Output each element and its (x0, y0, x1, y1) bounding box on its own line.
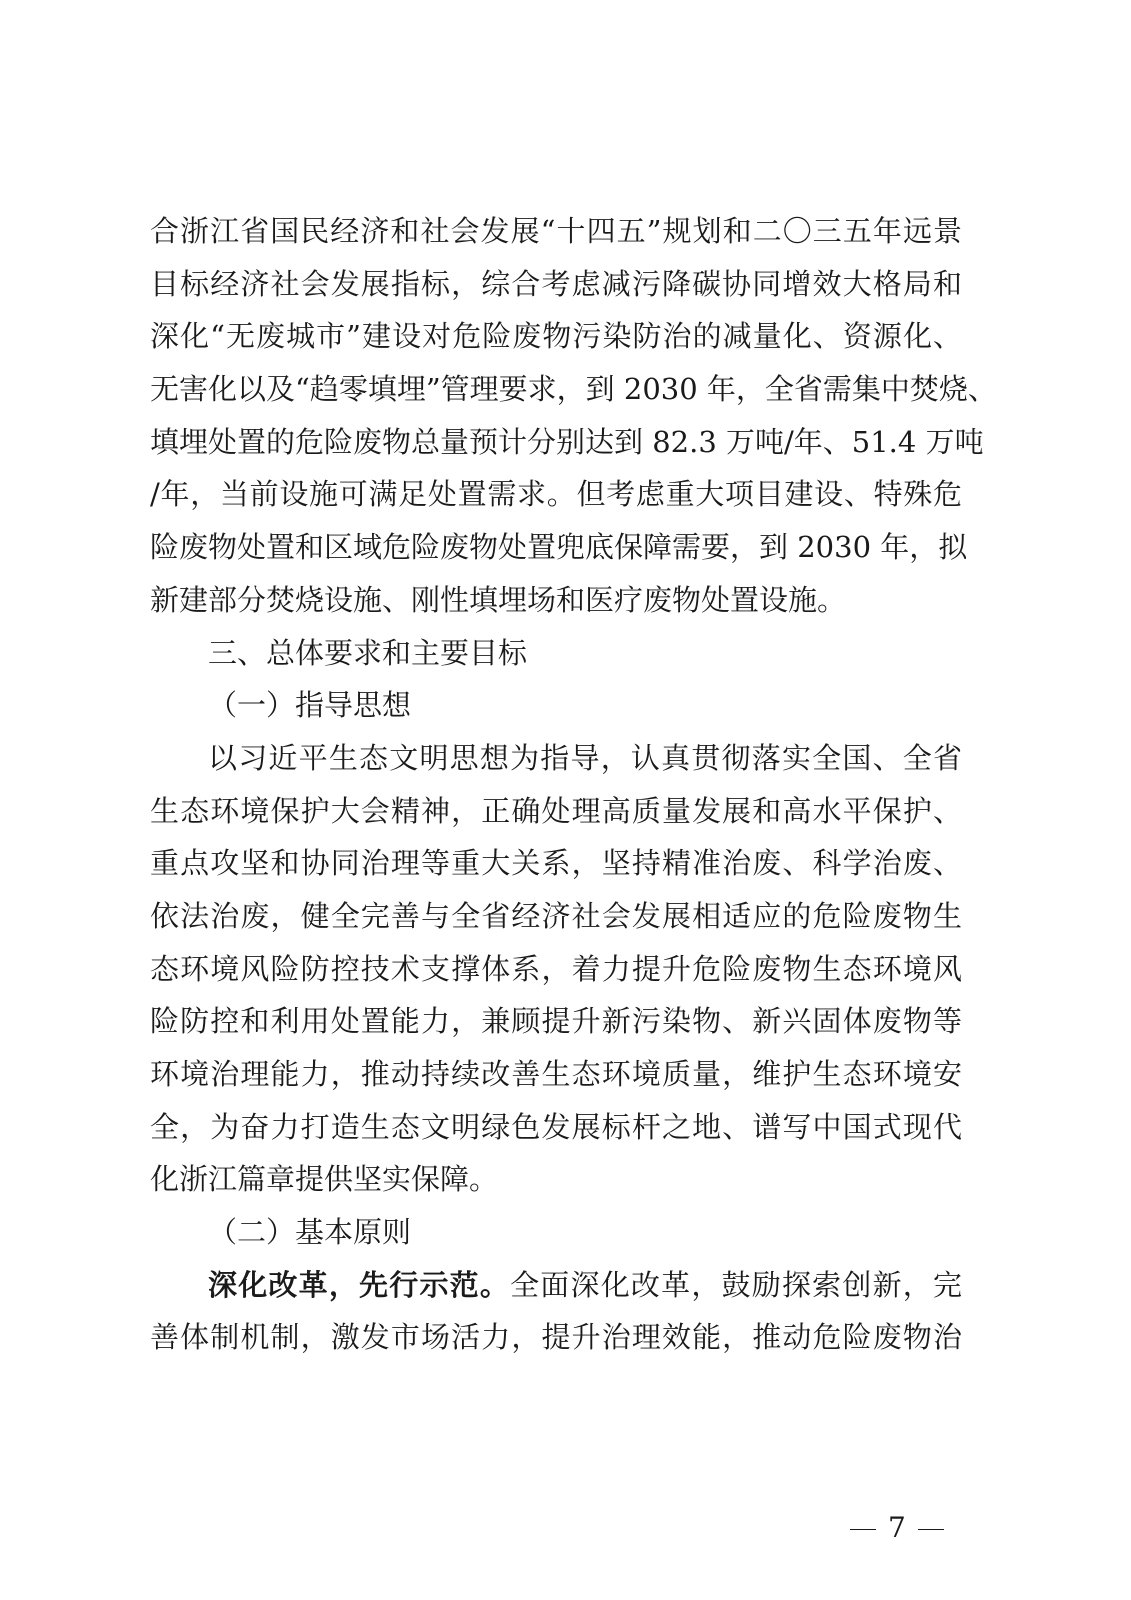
paragraph-line: 新建部分焚烧设施、刚性填埋场和医疗废物处置设施。 (150, 582, 847, 617)
principle-title: 深化改革，先行示范。 (208, 1267, 511, 1302)
paragraph-line: 以习近平生态文明思想为指导，认真贯彻落实全国、全省 (208, 740, 962, 775)
paragraph-line: 无害化以及“趋零填埋”管理要求，到 2030 年，全省需集中焚烧、 (150, 372, 997, 407)
subsection-heading: （一）指导思想 (208, 688, 412, 723)
paragraph-line: 态环境风险防控技术支撑体系，着力提升危险废物生态环境风 (150, 951, 962, 986)
paragraph-line: 险废物处置和区域危险废物处置兜底保障需要，到 2030 年，拟 (150, 530, 968, 565)
paragraph-line: 重点攻坚和协同治理等重大关系，坚持精准治废、科学治废、 (150, 846, 962, 881)
paragraph-text: 全面深化改革，鼓励探索创新，完 (510, 1267, 962, 1302)
paragraph-line: 化浙江篇章提供坚实保障。 (150, 1162, 499, 1197)
paragraph-line: 险防控和利用处置能力，兼顾提升新污染物、新兴固体废物等 (150, 1004, 962, 1039)
paragraph-line: 环境治理能力，推动持续改善生态环境质量，维护生态环境安 (150, 1057, 962, 1091)
paragraph-line: 填埋处置的危险废物总量预计分别达到 82.3 万吨/年、51.4 万吨 (150, 424, 984, 459)
paragraph-line: 依法治废，健全完善与全省经济社会发展相适应的危险废物生 (150, 898, 962, 933)
paragraph-line: 全，为奋力打造生态文明绿色发展标杆之地、谱写中国式现代 (150, 1109, 962, 1144)
paragraph-line: 善体制机制，激发市场活力，提升治理效能，推动危险废物治 (150, 1320, 962, 1355)
paragraph-line: 合浙江省国民经济和社会发展“十四五”规划和二〇三五年远景 (150, 214, 962, 248)
paragraph-line: /年，当前设施可满足处置需求。但考虑重大项目建设、特殊危 (150, 477, 962, 512)
section-heading: 三、总体要求和主要目标 (208, 635, 528, 670)
dash-decoration (918, 1529, 944, 1530)
body-text (150, 205, 997, 1364)
paragraph-line: 深化“无废城市”建设对危险废物污染防治的减量化、资源化、 (150, 319, 962, 354)
paragraph-line: 目标经济社会发展指标，综合考虑减污降碳协同增效大格局和 (150, 266, 962, 301)
subsection-heading: （二）基本原则 (208, 1215, 412, 1250)
page-number-footer (838, 1508, 948, 1548)
page-number: 7 (888, 1511, 906, 1544)
paragraph-line (150, 1259, 962, 1312)
dash-decoration (850, 1529, 876, 1530)
paragraph-line: 生态环境保护大会精神，正确处理高质量发展和高水平保护、 (150, 793, 962, 828)
